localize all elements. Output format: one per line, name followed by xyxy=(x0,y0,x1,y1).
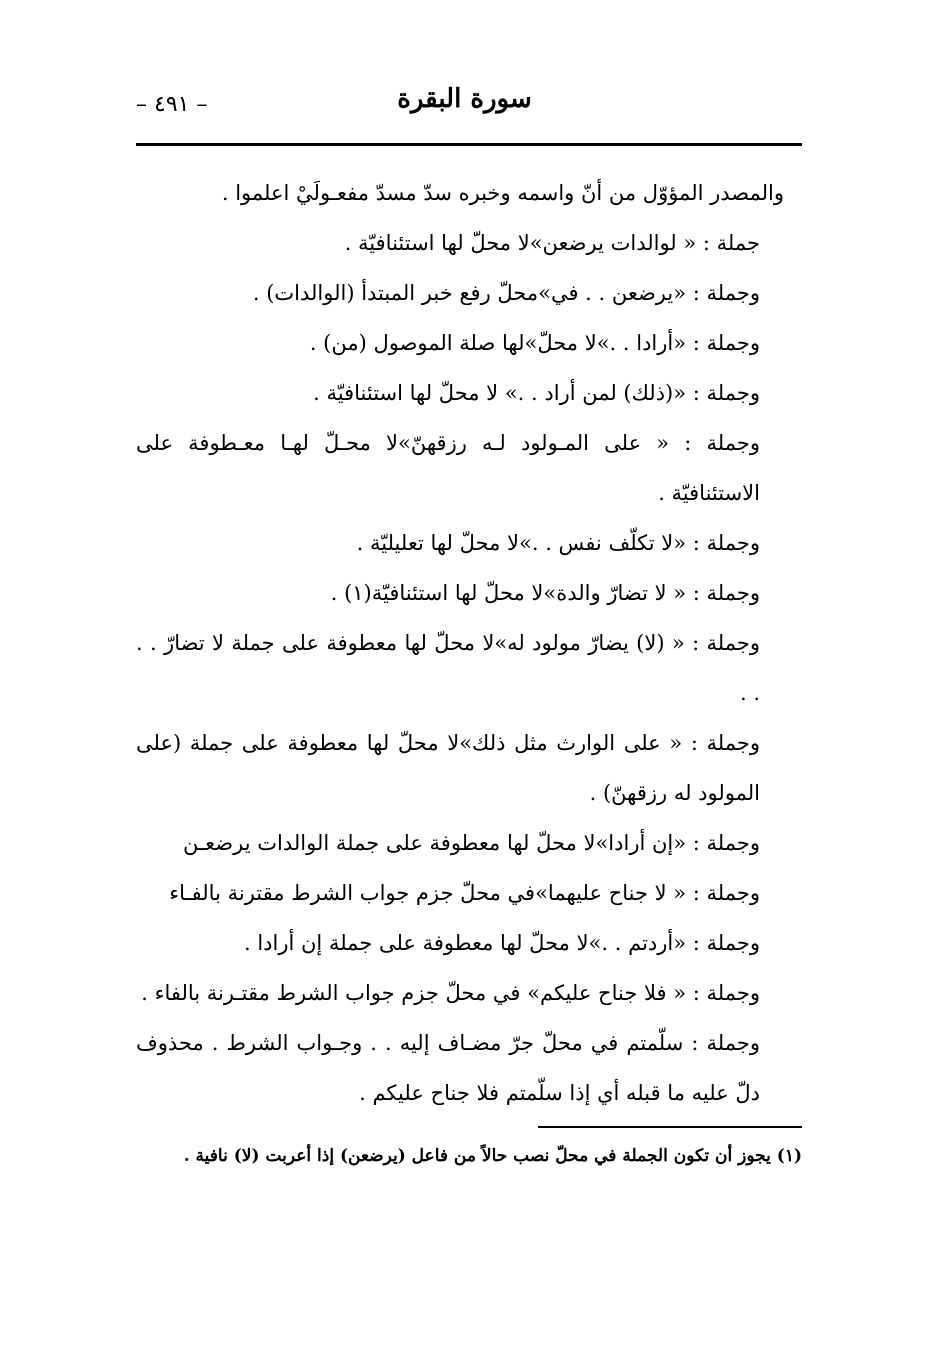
paragraph: وجملة : « لا تضارّ والدة»لا محلّ لها استئنافيّة(١) . xyxy=(330,581,760,605)
paragraph: وجملة : سلّمتم في محلّ جرّ مضـاف إليه . . وجـواب الشرط . محذوف دلّ عليه ما قبله أي إذا سلّمتم فلا جناح عليكم . xyxy=(136,1031,760,1105)
paragraph: وجملة : « على الوارث مثل ذلك»لا محلّ لها معطوفة على جملة (على المولود له رزقهنّ) . xyxy=(136,731,760,805)
header-rule xyxy=(136,143,802,146)
paragraph: وجملة : « لا جناح عليهما»في محلّ جزم جواب الشرط مقترنة بالفـاء xyxy=(169,881,760,905)
paragraph: جملة : « لوالدات يرضعن»لا محلّ لها استئنافيّة . xyxy=(344,231,760,255)
paragraph: وجملة : «إن أرادا»لا محلّ لها معطوفة على جملة الوالدات يرضعـن xyxy=(183,831,760,855)
body-text xyxy=(136,168,802,1118)
paragraph: وجملة : «لا تكلّف نفس . .»لا محلّ لها تعليليّة . xyxy=(356,531,760,555)
surah-title: سورة البقرة xyxy=(397,84,532,114)
page-number: – ٤٩١ – xyxy=(136,92,208,117)
paragraph: وجملة : « (لا) يضارّ مولود له»لا محلّ لها معطوفة على جملة لا تضارّ . . . . xyxy=(136,631,760,705)
paragraph: وجملة : «(ذلك) لمن أراد . .» لا محلّ لها استئنافيّة . xyxy=(313,381,760,405)
footnote: (١) يجوز أن تكون الجملة في محلّ نصب حالاً من فاعل (يرضعن) إذا أعربت (لا) نافية . xyxy=(183,1146,802,1166)
paragraph: والمصدر المؤوّل من أنّ واسمه وخبره سدّ مسدّ مفعـولَيْ اعلموا . xyxy=(221,181,784,205)
paragraph: وجملة : « على المـولود لـه رزقهنّ»لا محـلّ لهـا معـطوفة على الاستئنافيّة . xyxy=(136,431,761,505)
paragraph: وجملة : «أردتم . .»لا محلّ لها معطوفة على جملة إن أرادا . xyxy=(243,931,760,955)
paragraph: وجملة : «يرضعن . . في»محلّ رفع خبر المبتدأ (الوالدات) . xyxy=(252,281,760,305)
footnote-rule xyxy=(538,1126,802,1128)
paragraph: وجملة : « فلا جناح عليكم» في محلّ جزم جواب الشرط مقتـرنة بالفاء . xyxy=(141,981,760,1005)
paragraph: وجملة : «أرادا . .»لا محلّ»لها صلة الموصول (من) . xyxy=(309,331,760,355)
